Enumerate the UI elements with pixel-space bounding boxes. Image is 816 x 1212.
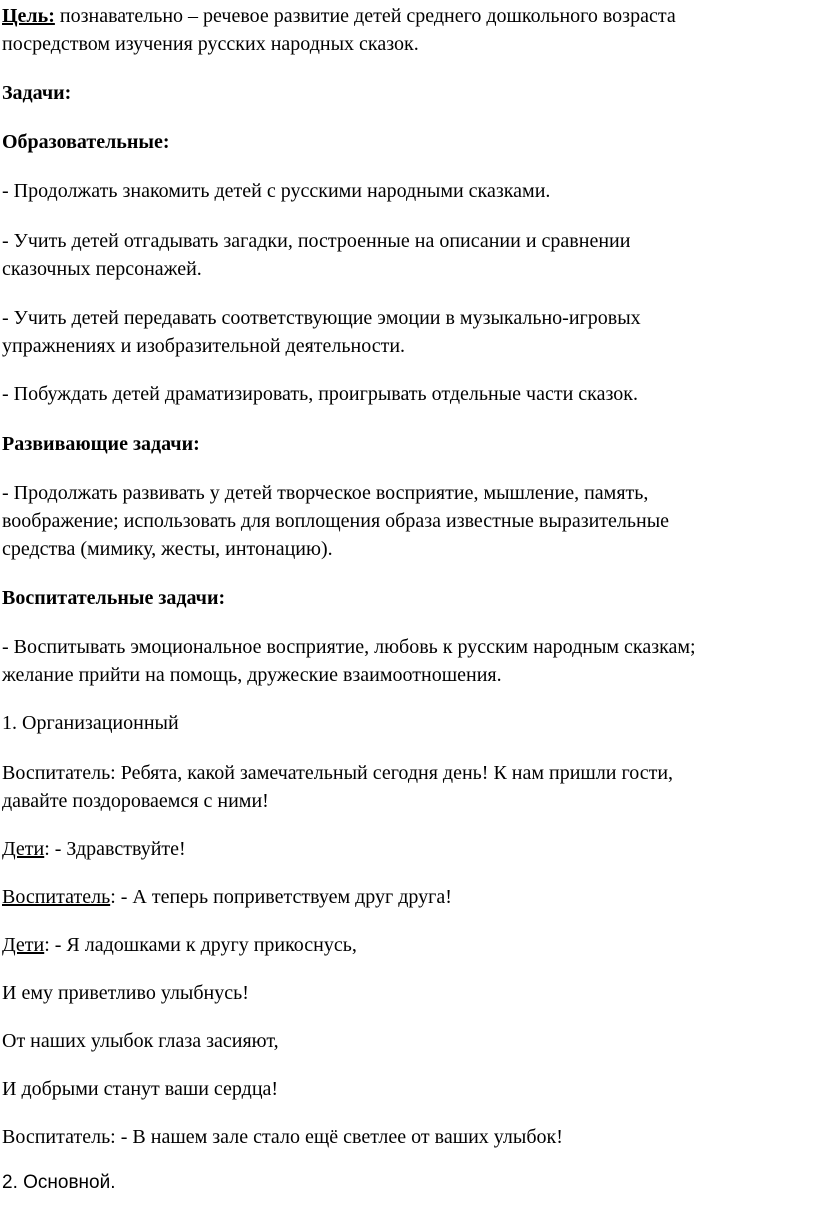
verse-line-1: И ему приветливо улыбнусь! [2, 982, 249, 1004]
teacher-line-1: Воспитатель: Ребята, какой замечательный сегодня день! К нам пришли гости, [2, 762, 674, 784]
children-line-2-text: : - Я ладошками к другу прикоснусь, [44, 934, 357, 956]
verse-line-2: От наших улыбок глаза засияют, [2, 1030, 279, 1052]
educational-item-3-line-1: - Учить детей передавать соответствующие эмоции в музыкально-игровых [2, 307, 641, 329]
educational-item-1: - Продолжать знакомить детей с русскими народными сказками. [2, 180, 551, 202]
speaker-children: Дети [2, 934, 45, 956]
children-line-1 [2, 836, 186, 862]
speaker-children: Дети [2, 838, 45, 860]
speaker-teacher: Воспитатель [2, 886, 111, 908]
upbringing-line-2: желание прийти на помощь, дружеские взаимоотношения. [2, 664, 502, 686]
children-line-2 [2, 932, 357, 958]
goal-label: Цель: [2, 5, 55, 27]
educational-heading: Образовательные: [2, 131, 170, 153]
section-1-title: 1. Организационный [2, 712, 179, 734]
teacher-line-2 [2, 884, 452, 910]
goal-line-2: посредством изучения русских народных сказок. [2, 33, 419, 55]
goal-line-1 [2, 3, 676, 29]
upbringing-heading: Воспитательные задачи: [2, 587, 226, 609]
developmental-heading: Развивающие задачи: [2, 433, 200, 455]
developmental-line-1: - Продолжать развивать у детей творческое восприятие, мышление, память, [2, 482, 649, 504]
teacher-line-3: Воспитатель: - В нашем зале стало ещё светлее от ваших улыбок! [2, 1126, 563, 1148]
teacher-line-1-cont: давайте поздороваемся с ними! [2, 790, 269, 812]
teacher-line-2-text: : - А теперь поприветствуем друг друга! [110, 886, 452, 908]
section-2-title: 2. Основной. [2, 1172, 116, 1193]
verse-line-3: И добрыми станут ваши сердца! [2, 1078, 279, 1100]
educational-item-4: - Побуждать детей драматизировать, проигрывать отдельные части сказок. [2, 383, 638, 405]
educational-item-3-line-2: упражнениях и изобразительной деятельности. [2, 335, 406, 357]
children-line-1-text: : - Здравствуйте! [44, 838, 186, 860]
developmental-line-2: воображение; использовать для воплощения образа известные выразительные [2, 510, 670, 532]
educational-item-2-line-2: сказочных персонажей. [2, 258, 202, 280]
goal-text: познавательно – речевое развитие детей среднего дошкольного возраста [54, 5, 676, 27]
developmental-line-3: средства (мимику, жесты, интонацию). [2, 538, 333, 560]
educational-item-2-line-1: - Учить детей отгадывать загадки, построенные на описании и сравнении [2, 230, 631, 252]
upbringing-line-1: - Воспитывать эмоциональное восприятие, любовь к русским народным сказкам; [2, 636, 696, 658]
tasks-heading: Задачи: [2, 82, 72, 104]
